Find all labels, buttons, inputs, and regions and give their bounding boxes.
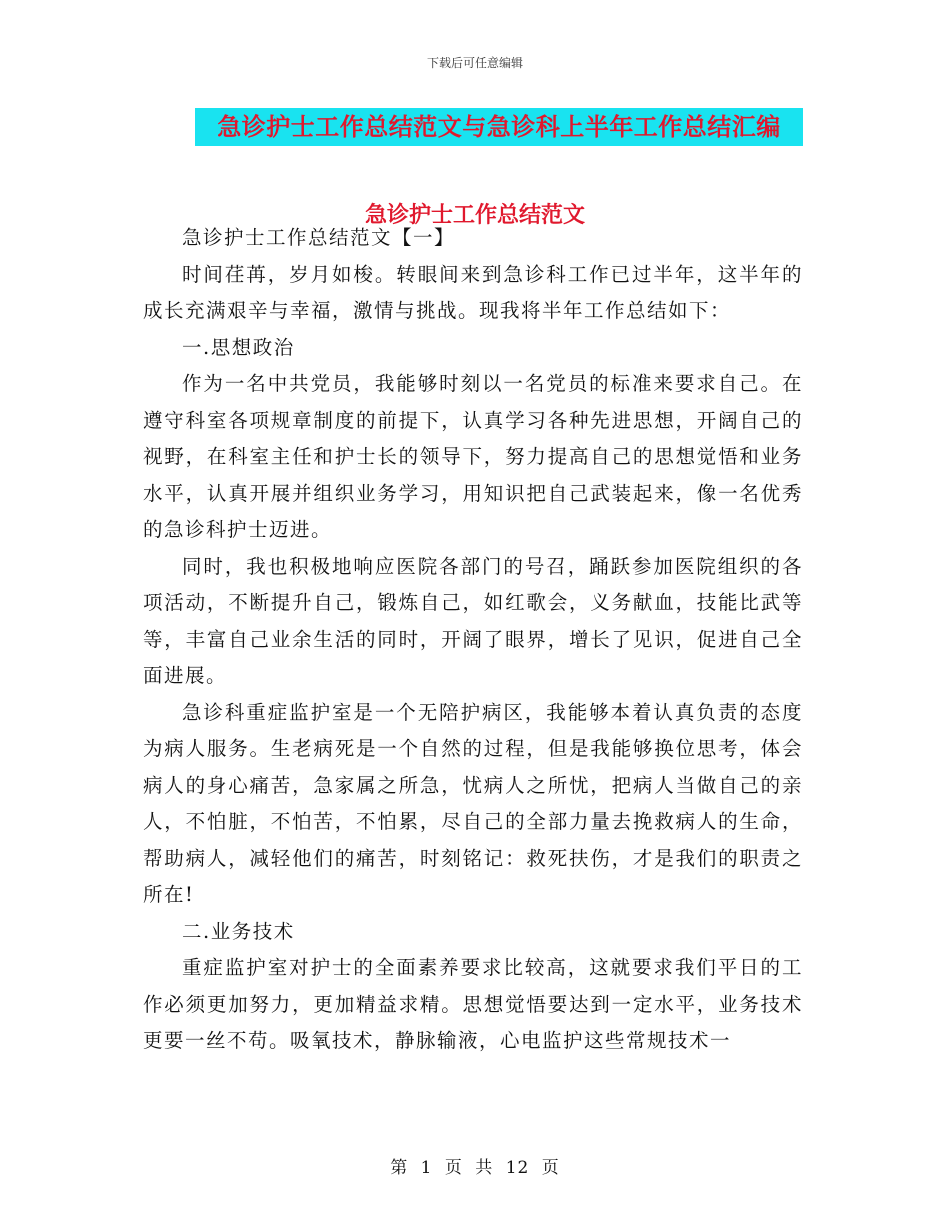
section-title: 急诊护士工作总结范文 xyxy=(364,202,585,228)
header-note: 下载后可任意编辑 xyxy=(426,56,523,70)
paragraph: 作为一名中共党员，我能够时刻以一名党员的标准来要求自己。在遵守科室各项规章制度的前提下，认真学习各种先进思想，开阔自己的视野，在科室主任和护士长的领导下，努力提高自己的思想觉悟和业务水平，认真开展并组织业务学习，用知识把自己武装起来，像一名优秀的急诊科护士迈进。 xyxy=(143,372,803,541)
subheading-technique: 二.业务技术 xyxy=(182,919,295,943)
footer-current-page: 1 xyxy=(420,1158,433,1178)
paragraph: 急诊科重症监护室是一个无陪护病区，我能够本着认真负责的态度为病人服务。生老病死是一个自然的过程，但是我能够换位思考，体会病人的身心痛苦，急家属之所急，忧病人之所忧，把病人当做自己的亲人，不怕脏，不怕苦，不怕累，尽自己的全部力量去挽救病人的生命，帮助病人，减轻他们的痛苦，时刻铭记：救死扶伤，才是我们的职责之所在! xyxy=(143,700,803,906)
footer-total-word: 共 xyxy=(475,1158,494,1178)
paragraph-heading-1: 急诊护士工作总结范文【一】 xyxy=(182,226,456,249)
footer-total-pages: 12 xyxy=(505,1158,530,1178)
footer-page-word: 页 xyxy=(444,1158,463,1178)
document-title: 急诊护士工作总结范文与急诊科上半年工作总结汇编 xyxy=(217,112,781,141)
page-footer xyxy=(0,1153,950,1178)
document-body xyxy=(143,220,803,1060)
paragraph: 时间荏苒，岁月如梭。转眼间来到急诊科工作已过半年，这半年的成长充满艰辛与幸福，激情与挑战。现我将半年工作总结如下： xyxy=(143,262,803,322)
footer-prefix: 第 xyxy=(390,1158,409,1178)
subheading-politics: 一.思想政治 xyxy=(182,335,295,359)
paragraph: 重症监护室对护士的全面素养要求比较高，这就要求我们平日的工作必须更加努力，更加精益求精。思想觉悟要达到一定水平，业务技术更要一丝不苟。吸氧技术，静脉输液，心电监护这些常规技术一 xyxy=(143,956,803,1052)
footer-suffix: 页 xyxy=(541,1158,560,1178)
document-title-highlight xyxy=(195,108,803,146)
paragraph: 同时，我也积极地响应医院各部门的号召，踊跃参加医院组织的各项活动，不断提升自己，锻炼自己，如红歌会，义务献血，技能比武等等，丰富自己业余生活的同时，开阔了眼界，增长了见识，促进自己全面进展。 xyxy=(143,554,803,687)
